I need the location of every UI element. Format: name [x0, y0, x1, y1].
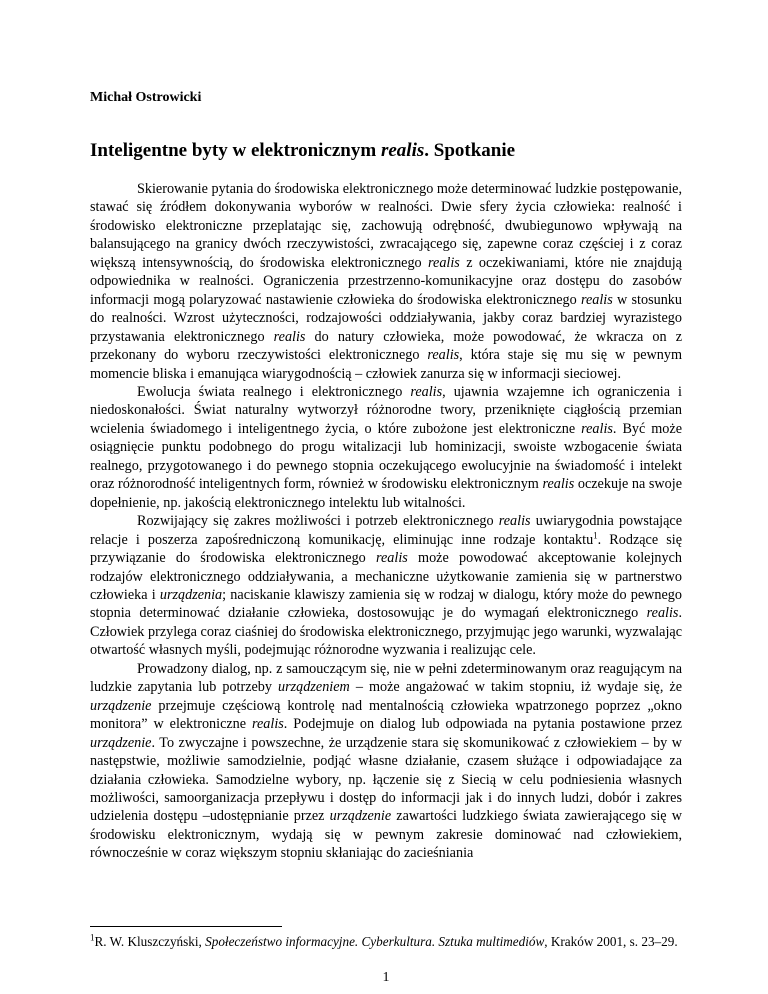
emphasis-text: realis	[273, 328, 306, 345]
emphasis-text: realis	[580, 291, 613, 308]
body-text	[90, 180, 682, 863]
text-run: . Rodzące się przywiązanie do środowiska elektronicznego	[90, 531, 683, 567]
text-run: , która staje się mu się w pewnym momencie bliska i emanująca wiarygodnością – człowiek zanurza się w informacji sieciowej.	[90, 347, 682, 382]
paragraph-3	[90, 512, 682, 660]
text-run: . Podejmuje on dialog lub odpowiada na pytania postawione przez	[283, 716, 682, 733]
emphasis-text: realis	[376, 550, 408, 567]
emphasis-text: urządzenie	[90, 734, 152, 751]
text-run: z oczekiwaniami, które nie znajdują odpowiednika w realności. Ograniczenia przestrzenno-komunikacyjne oraz dostępu do zasobów informacji mogą polaryzować nastawienie człowieka do środowiska elektronicznego	[90, 254, 682, 308]
paragraph-2	[90, 383, 682, 512]
emphasis-text: realis	[410, 383, 443, 400]
footnote-number: 1	[90, 932, 95, 943]
text-run: ; naciskanie klawiszy zamienia się w rodzaj w dialogu, który może do pewnego stopnia determinować działanie człowieka, dostosowując je do wymagań elektronicznego	[90, 586, 682, 622]
emphasis-text: urządzenie	[90, 697, 152, 714]
page-number: 1	[382, 970, 390, 985]
text-run: oczekuje na swoje dopełnienie, np. jakością elektronicznego intelektu lub witalności.	[90, 476, 682, 511]
text-run: , ujawnia wzajemne ich ograniczenia i niedoskonałości. Świat naturalny wytworzył różnorodne twory, przeniknięte ciągłością przemian wcielenia świadomego i inteligentnego życia, o które zubożone jest elektroniczne	[90, 383, 682, 437]
emphasis-text: realis	[581, 420, 613, 437]
paragraph-1	[90, 180, 682, 383]
text-run: w stosunku do realności. Wzrost użyteczności, rodzajowości oddziaływania, jakby coraz bardziej wyrazistego przystawania elektronicznego	[90, 291, 682, 345]
text-run: Rozwijający się zakres możliwości i potrzeb elektronicznego	[137, 513, 499, 530]
document-page	[90, 0, 682, 994]
footnote	[90, 933, 682, 950]
article-title	[90, 140, 515, 162]
footnote-divider	[90, 926, 282, 927]
author-name: Michał Ostrowicki	[90, 90, 202, 105]
text-run: . Człowiek przylega coraz ciaśniej do środowiska elektronicznego, przyjmując jego warunki, wyzwalając otwartość własnych myśli, podejmując różnorodne wyzwania i realizując cele.	[90, 605, 682, 659]
text-run: – może angażować w takim stopniu, iż wydaje się, że	[349, 679, 682, 696]
paragraph-4	[90, 660, 682, 863]
footnote-ref: 1	[593, 529, 598, 540]
emphasis-text: urządzeniem	[278, 679, 350, 696]
text-run: R. W. Kluszczyński,	[94, 934, 206, 949]
text-run: , Kraków 2001, s. 23–29.	[544, 934, 678, 949]
emphasis-text: realis	[646, 605, 679, 622]
text-run: Ewolucja świata realnego i elektronicznego	[137, 383, 411, 400]
text-run: Skierowanie pytania do środowiska elektronicznego może determinować ludzkie postępowanie, stawać się źródłem dokonywania wyborów w realności. Dwie sfery życia człowieka: realność i środowisko elektroniczne przeplatając się, zachowują odrębność, dwubiegunowo wpływają na balansującego na granicy dwóch rzeczywistości, zwracającego się, zapewne coraz częściej i z coraz większą intensywnością, do środowiska elektronicznego	[90, 181, 682, 271]
title-suffix: . Spotkanie	[424, 140, 516, 161]
emphasis-text: urządzenia	[159, 586, 223, 603]
text-run: zawartości ludzkiego świata zawierającego się w środowisku elektronicznym, wydają się w pewnym zakresie dominować nad człowiekiem, równocześnie w coraz większym stopniu skłaniając do zacieśniania	[90, 808, 682, 862]
emphasis-text: realis	[252, 716, 284, 733]
text-run: do natury człowieka, może powodować, że wkracza on z przekonany do wyboru rzeczywistości elektronicznego	[90, 328, 683, 364]
emphasis-text: realis	[498, 513, 531, 530]
text-run: . Być może osiągnięcie punktu podobnego do progu witalizacji lub hominizacji, swoiste wzbogacenie świata realnego, przygotowanego i do pewnego stopnia oczekującego ewolucyjnie na świadomość i intelekt oraz różnorodność inteligentnych form, również w środowisku elektronicznym	[90, 420, 682, 493]
text-run: uwiarygodnia powstające relacje i poszerza zapośredniczoną komunikację, eliminując inne rodzaje kontaktu	[90, 513, 682, 548]
title-text: Inteligentne byty w elektronicznym	[90, 140, 381, 161]
emphasis-text: realis	[542, 476, 575, 493]
emphasis-text: realis	[428, 254, 460, 271]
emphasis-text: urządzenie	[329, 808, 392, 825]
text-run: przejmuje częściową kontrolę nad mentalnością człowieka wpatrzonego poprzez „okno monitora” w elektroniczne	[90, 697, 682, 733]
title-emphasis: realis	[380, 140, 425, 161]
footnote-text	[95, 934, 678, 949]
emphasis-text: Społeczeństwo informacyjne. Cyberkultura. Sztuka multimediów	[205, 934, 545, 949]
text-run: Prowadzony dialog, np. z samouczącym się, nie w pełni zdeterminowanym oraz reagującym na ludzkie zapytania lub potrzeby	[90, 660, 682, 696]
emphasis-text: realis	[427, 347, 460, 364]
text-run: może powodować akceptowanie kolejnych rodzajów elektronicznego oddziaływania, a mechaniczne użytkowanie zamienia się w partnerstwo człowieka i	[90, 550, 682, 603]
text-run: . To zwyczajne i powszechne, że urządzenie stara się skomunikować z człowiekiem – by w następstwie, możliwie samodzielnie, podjąć własne działanie, czasem służące i odpowiadające za działania człowieka. Samodzielne wybory, np. łączenie się z Siecią w celu podniesienia własnych możliwości, samoorganizacja przepływu i dostęp do informacji jak i do innych ludzi, dobór i zakres udzielenia dostępu –udostępnianie przez	[90, 734, 682, 825]
